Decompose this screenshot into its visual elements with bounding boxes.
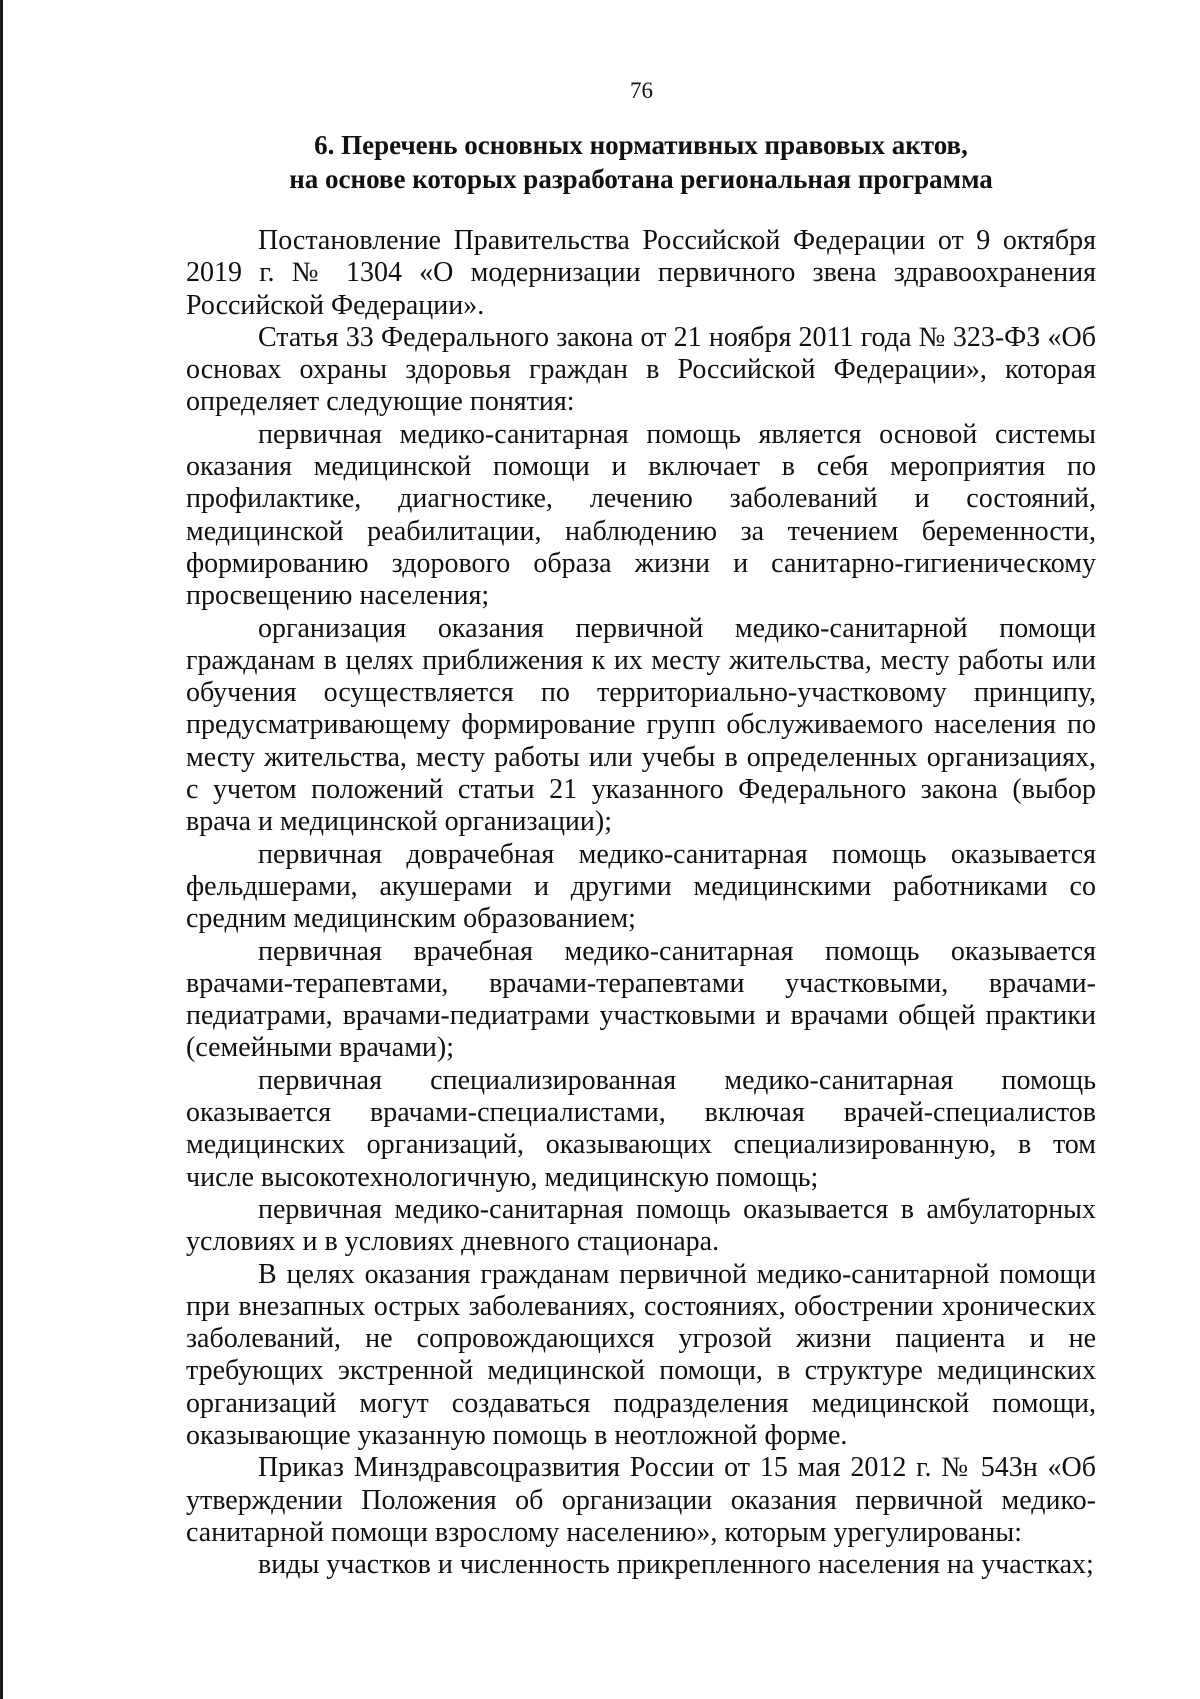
body-text: [186, 225, 1096, 1581]
paragraph-doctor-care: первичная врачебная медико-санитарная помощь оказывается врачами-терапевтами, врачами-терапевтами участковыми, врачами-педиатрами, врачами-педиатрами участковыми и врачами общей практики (семейными врачами);: [186, 935, 1096, 1064]
paragraph-decree-1304: Постановление Правительства Российской Федерации от 9 октября 2019 г. № 1304 «О модернизации первичного звена здравоохранения Российской Федерации».: [186, 225, 1096, 321]
section-heading: [186, 128, 1096, 196]
scan-edge-border: [0, 0, 3, 1699]
paragraph-primary-care-definition: первичная медико-санитарная помощь является основой системы оказания медицинской помощи и включает в себя мероприятия по профилактике, диагностике, лечению заболеваний и состояний, медицинской реабилитации, наблюдению за течением беременности, формированию здорового образа жизни и санитарно-гигиеническому просвещению населения;: [186, 418, 1096, 612]
paragraph-specialized-care: первичная специализированная медико-санитарная помощь оказывается врачами-специалистами, включая врачей-специалистов медицинских организаций, оказывающих специализированную, в том числе высокотехнологичную, медицинскую помощь;: [186, 1064, 1096, 1193]
page-number: 76: [630, 78, 653, 103]
paragraph-article-33: Статья 33 Федерального закона от 21 ноября 2011 года № 323-ФЗ «Об основах охраны здоровья граждан в Российской Федерации», которая определяет следующие понятия:: [186, 321, 1096, 418]
paragraph-territorial-principle: организация оказания первичной медико-санитарной помощи гражданам в целях приближения к их месту жительства, месту работы или обучения осуществляется по территориально-участковому принципу, предусматривающему формирование групп обслуживаемого населения по месту жительства, месту работы или учебы в определенных организациях, с учетом положений статьи 21 указанного Федерального закона (выбор врача и медицинской организации);: [186, 612, 1096, 838]
section-heading-line-1: 6. Перечень основных нормативных правовых актов,: [314, 130, 968, 160]
paragraph-care-conditions: первичная медико-санитарная помощь оказывается в амбулаторных условиях и в условиях дневного стационара.: [186, 1193, 1096, 1258]
paragraph-urgent-care-units: В целях оказания гражданам первичной медико-санитарной помощи при внезапных острых заболеваниях, состояниях, обострении хронических заболеваний, не сопровождающихся угрозой жизни пациента и не требующих экстренной медицинской помощи, в структуре медицинских организаций могут создаваться подразделения медицинской помощи, оказывающие указанную помощь в неотложной форме.: [186, 1258, 1096, 1451]
paragraph-district-types: виды участков и численность прикрепленного населения на участках;: [258, 1549, 1094, 1581]
paragraph-order-543n: Приказ Минздравсоцразвития России от 15 мая 2012 г. № 543н «Об утверждении Положения об организации оказания первичной медико-санитарной помощи взрослому населению», которым урегулированы:: [186, 1452, 1096, 1548]
paragraph-pre-doctor-care: первичная доврачебная медико-санитарная помощь оказывается фельдшерами, акушерами и другими медицинскими работниками со средним медицинским образованием;: [186, 838, 1096, 935]
section-heading-line-2: на основе которых разработана региональная программа: [289, 164, 993, 194]
